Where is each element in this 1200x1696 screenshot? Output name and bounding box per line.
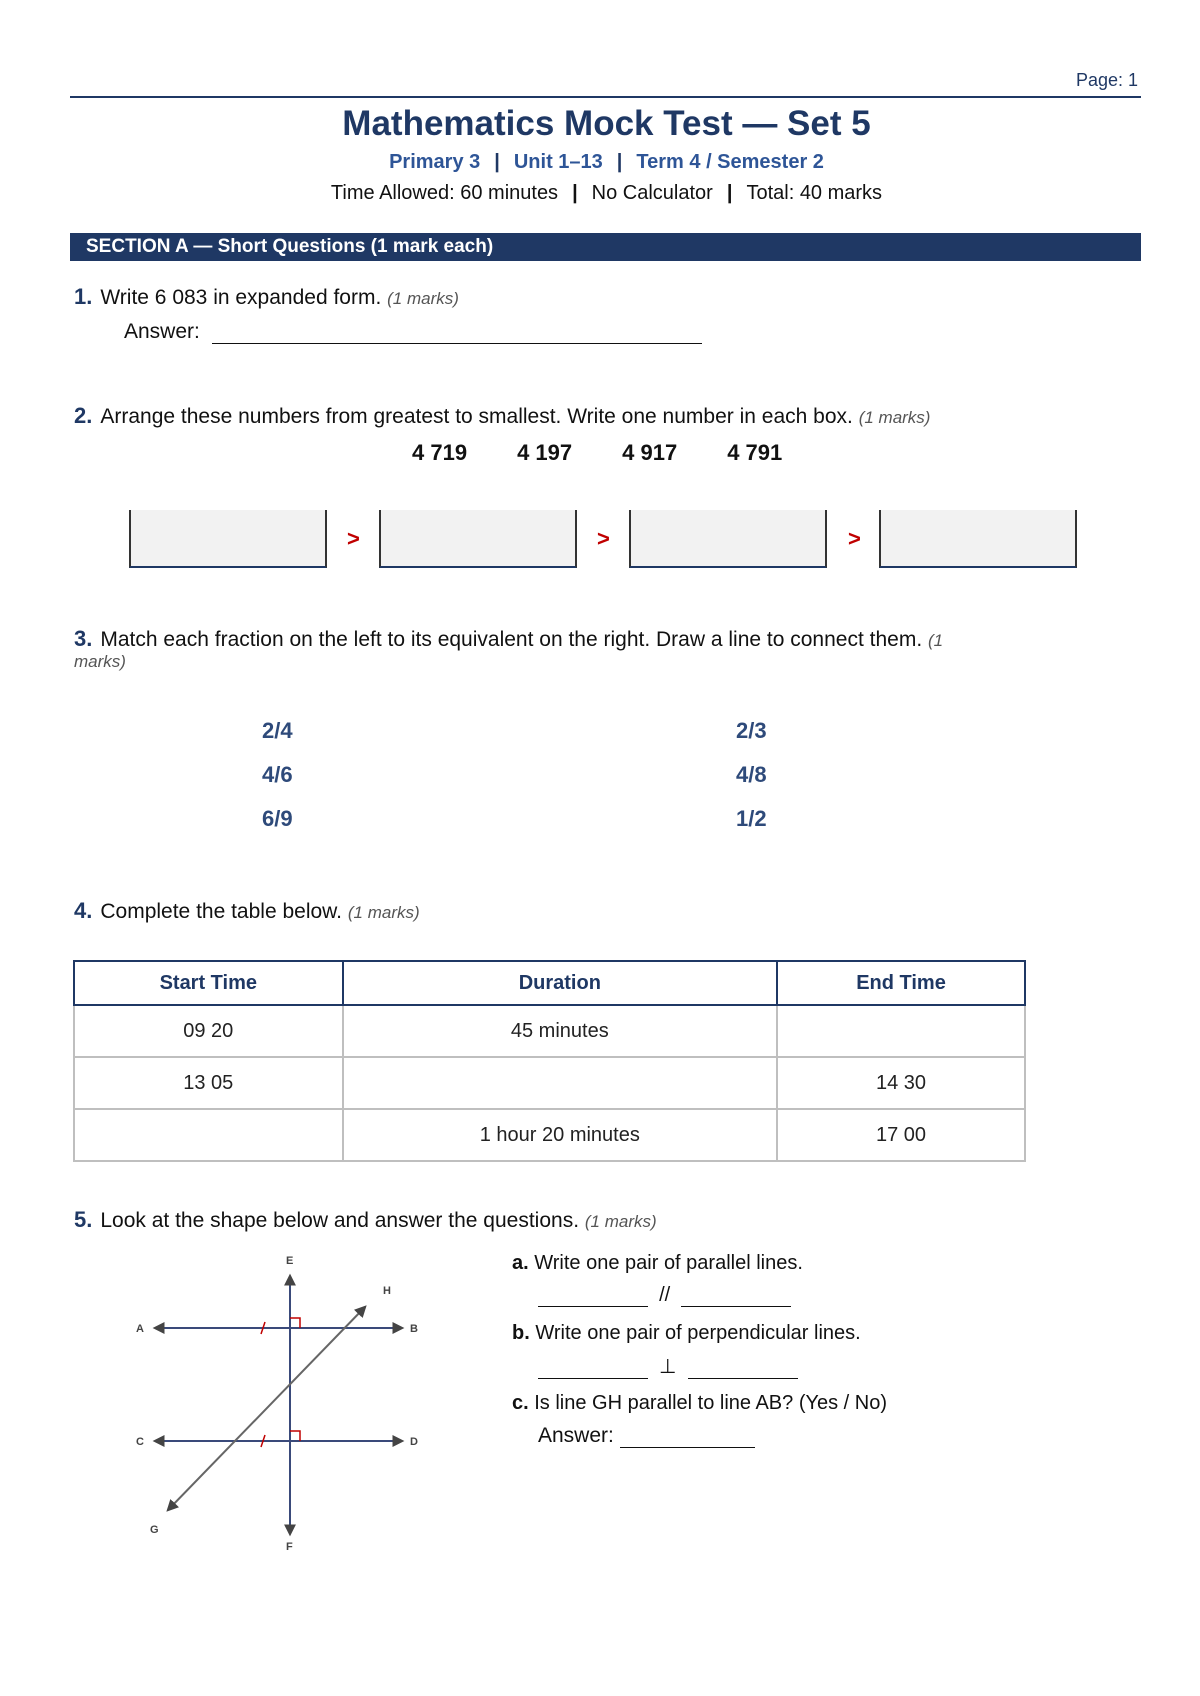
answer-box-3[interactable] <box>629 510 827 568</box>
answer-blank[interactable] <box>538 1360 648 1379</box>
q5-part-b-answer <box>538 1354 798 1379</box>
part-label: a. <box>512 1252 529 1274</box>
part-text: Is line GH parallel to line AB? (Yes / No) <box>534 1392 888 1414</box>
section-a-header: SECTION A — Short Questions (1 mark each) <box>70 233 1141 261</box>
number-item: 4 197 <box>517 440 573 465</box>
question-2 <box>74 403 930 429</box>
point-label-h: H <box>383 1285 391 1297</box>
question-marks: (1 marks) <box>347 903 420 922</box>
table-cell-blank[interactable] <box>777 1005 1025 1057</box>
table-cell-blank[interactable] <box>343 1057 777 1109</box>
info-separator: | <box>572 182 578 204</box>
subtitle-level: Primary 3 <box>389 151 481 173</box>
number-item: 4 791 <box>727 440 783 465</box>
table-row <box>74 1109 1025 1161</box>
point-label-d: D <box>410 1436 418 1448</box>
answer-blank[interactable] <box>681 1288 791 1307</box>
column-header-duration: Duration <box>343 961 777 1005</box>
table-row <box>74 1005 1025 1057</box>
greater-than-symbol: > <box>597 526 610 551</box>
question-text: Match each fraction on the left to its equivalent on the right. Draw a line to connect them. <box>100 628 923 651</box>
column-header-end-time: End Time <box>777 961 1025 1005</box>
column-header-start-time: Start Time <box>74 961 343 1005</box>
question-marks: (1 marks) <box>584 1212 657 1231</box>
part-label: c. <box>512 1392 529 1414</box>
answer-blank[interactable] <box>688 1360 798 1379</box>
right-angle-mark <box>290 1431 300 1441</box>
numbers-list <box>412 440 832 466</box>
answer-label: Answer: <box>538 1424 614 1447</box>
question-3 <box>74 626 1104 654</box>
subtitle <box>0 151 1200 174</box>
line-diagram <box>120 1250 440 1560</box>
question-text: Arrange these numbers from greatest to smallest. Write one number in each box. <box>100 405 853 428</box>
right-fraction-1[interactable]: 2/3 <box>736 718 767 743</box>
line-gh <box>168 1307 365 1510</box>
question-text: Write 6 083 in expanded form. <box>100 286 382 309</box>
question-text: Look at the shape below and answer the questions. <box>100 1209 580 1232</box>
question-number: 4. <box>74 898 93 923</box>
table-cell: 17 00 <box>777 1109 1025 1161</box>
q5-part-c-answer <box>538 1424 755 1448</box>
question-number: 5. <box>74 1207 93 1232</box>
table-cell: 1 hour 20 minutes <box>343 1109 777 1161</box>
info-time: Time Allowed: 60 minutes <box>330 182 559 204</box>
question-marks-continued: marks) <box>74 652 126 671</box>
answer-box-2[interactable] <box>379 510 577 568</box>
point-label-a: A <box>136 1323 144 1335</box>
table-cell: 14 30 <box>777 1057 1025 1109</box>
question-marks: (1 <box>928 631 944 650</box>
left-fraction-1[interactable]: 2/4 <box>262 718 293 743</box>
point-label-g: G <box>150 1524 159 1536</box>
question-text: Complete the table below. <box>100 900 343 923</box>
question-marks: (1 marks) <box>858 408 931 427</box>
point-label-f: F <box>286 1541 293 1553</box>
greater-than-symbol: > <box>848 526 861 551</box>
info-total: Total: 40 marks <box>746 182 883 204</box>
table-cell: 09 20 <box>74 1005 343 1057</box>
number-item: 4 917 <box>622 440 678 465</box>
right-fraction-3[interactable]: 1/2 <box>736 806 767 831</box>
answer-box-1[interactable] <box>129 510 327 568</box>
point-label-e: E <box>286 1255 294 1267</box>
answer-label: Answer: <box>124 320 200 343</box>
left-fraction-3[interactable]: 6/9 <box>262 806 293 831</box>
table-cell: 45 minutes <box>343 1005 777 1057</box>
q5-part-c <box>512 1392 887 1415</box>
point-label-c: C <box>136 1436 144 1448</box>
table-cell-blank[interactable] <box>74 1109 343 1161</box>
part-text: Write one pair of perpendicular lines. <box>535 1322 861 1344</box>
q1-answer-blank[interactable] <box>212 321 702 344</box>
subtitle-unit: Unit 1–13 <box>513 151 603 173</box>
answer-box-4[interactable] <box>879 510 1077 568</box>
subtitle-separator: | <box>616 151 623 173</box>
subtitle-term: Term 4 / Semester 2 <box>636 151 824 173</box>
q5-part-a <box>512 1252 803 1275</box>
part-label: b. <box>512 1322 530 1344</box>
number-item: 4 719 <box>412 440 468 465</box>
subtitle-separator: | <box>494 151 500 173</box>
point-label-b: B <box>410 1323 418 1335</box>
perpendicular-symbol: ⊥ <box>659 1356 677 1378</box>
header-rule <box>70 96 1141 98</box>
q1-answer-row <box>124 320 702 344</box>
question-number: 2. <box>74 403 93 428</box>
question-4 <box>74 898 420 924</box>
info-separator: | <box>726 182 733 204</box>
question-5 <box>74 1207 657 1233</box>
table-cell: 13 05 <box>74 1057 343 1109</box>
q5-part-a-answer <box>538 1284 791 1307</box>
time-table <box>73 960 1026 1162</box>
exam-info <box>0 182 1200 205</box>
question-marks: (1 marks) <box>387 289 459 308</box>
left-fraction-2[interactable]: 4/6 <box>262 762 293 787</box>
question-number: 1. <box>74 284 93 309</box>
right-angle-mark <box>290 1318 300 1328</box>
parallel-symbol: // <box>659 1284 671 1306</box>
page-title: Mathematics Mock Test — Set 5 <box>342 104 871 143</box>
answer-blank[interactable] <box>538 1288 648 1307</box>
right-fraction-2[interactable]: 4/8 <box>736 762 767 787</box>
table-row <box>74 1057 1025 1109</box>
answer-blank[interactable] <box>620 1429 755 1448</box>
q5-part-b <box>512 1322 861 1345</box>
info-calculator: No Calculator <box>591 182 713 204</box>
greater-than-symbol: > <box>347 526 360 551</box>
question-1 <box>74 284 459 310</box>
part-text: Write one pair of parallel lines. <box>534 1252 803 1274</box>
page-number: Page: 1 <box>1075 70 1138 90</box>
question-number: 3. <box>74 626 93 651</box>
table-header-row <box>74 961 1025 1005</box>
